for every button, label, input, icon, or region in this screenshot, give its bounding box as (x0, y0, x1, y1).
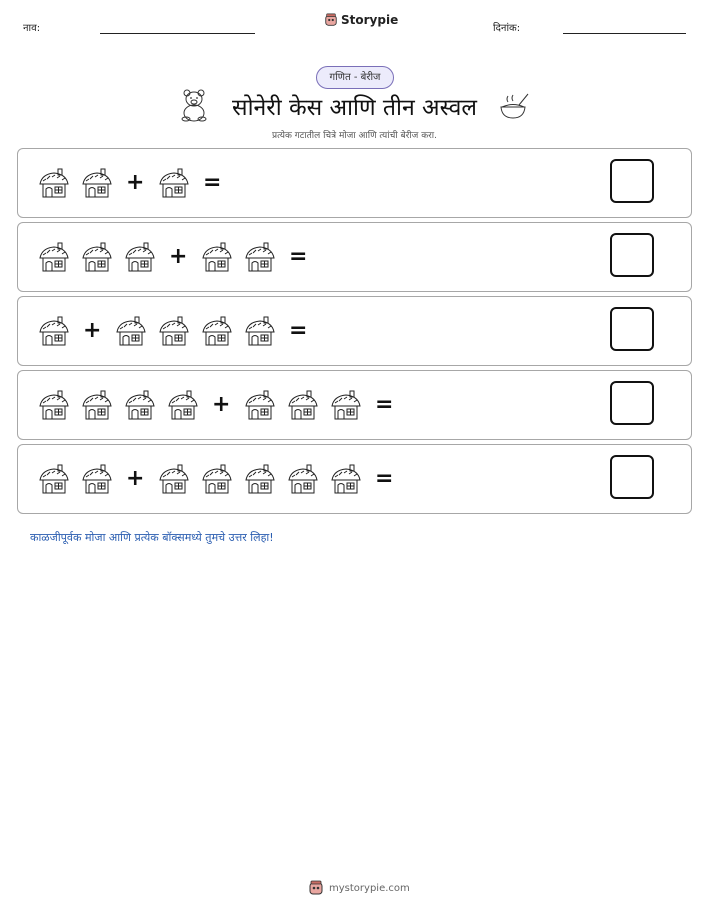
storypie-logo-icon (324, 13, 338, 27)
porridge-bowl-icon (498, 90, 530, 122)
storypie-logo-icon (308, 880, 324, 896)
equals-sign: = (203, 170, 222, 195)
equals-sign: = (289, 244, 308, 269)
plus-sign: + (169, 244, 188, 269)
date-label: दिनांक: (493, 23, 521, 34)
house-icon (330, 463, 362, 495)
house-icon (124, 241, 156, 273)
answer-box[interactable] (610, 159, 654, 203)
house-icon (244, 389, 276, 421)
problem-row-1 (17, 148, 692, 218)
house-icon (158, 315, 190, 347)
house-icon (244, 241, 276, 273)
date-input-line[interactable] (563, 33, 686, 34)
equals-sign: = (375, 466, 394, 491)
house-icon (287, 389, 319, 421)
plus-sign: + (83, 318, 102, 343)
equals-sign: = (375, 392, 394, 417)
plus-sign: + (126, 466, 145, 491)
answer-box[interactable] (610, 455, 654, 499)
house-icon (38, 241, 70, 273)
house-icon (81, 463, 113, 495)
instructions-subtitle: प्रत्येक गटातील चित्रे मोजा आणि त्यांची बेरीज करा. (272, 131, 437, 141)
house-icon (38, 167, 70, 199)
answer-box[interactable] (610, 381, 654, 425)
house-icon (38, 315, 70, 347)
house-icon (330, 389, 362, 421)
name-label: नाव: (23, 23, 41, 34)
house-icon (38, 389, 70, 421)
plus-sign: + (212, 392, 231, 417)
house-icon (115, 315, 147, 347)
house-icon (201, 315, 233, 347)
page-title: सोनेरी केस आणि तीन अस्वल (232, 95, 477, 121)
problem-row-3 (17, 296, 692, 366)
house-icon (124, 389, 156, 421)
footer (308, 880, 410, 896)
name-input-line[interactable] (100, 33, 255, 34)
house-icon (81, 389, 113, 421)
closing-instruction: काळजीपूर्वक मोजा आणि प्रत्येक बॉक्समध्ये तुमचे उत्तर लिहा! (30, 531, 274, 544)
house-icon (158, 463, 190, 495)
house-icon (167, 389, 199, 421)
problem-row-5 (17, 444, 692, 514)
plus-sign: + (126, 170, 145, 195)
house-icon (38, 463, 70, 495)
house-icon (201, 463, 233, 495)
house-icon (244, 463, 276, 495)
brand-name: Storypie (341, 13, 399, 27)
house-icon (201, 241, 233, 273)
brand-logo (324, 13, 398, 27)
house-icon (81, 241, 113, 273)
house-icon (287, 463, 319, 495)
problem-row-2 (17, 222, 692, 292)
house-icon (244, 315, 276, 347)
house-icon (81, 167, 113, 199)
answer-box[interactable] (610, 307, 654, 351)
equals-sign: = (289, 318, 308, 343)
footer-url: mystorypie.com (329, 882, 410, 894)
house-icon (158, 167, 190, 199)
subject-badge: गणित - बेरीज (316, 66, 394, 89)
problem-row-4 (17, 370, 692, 440)
answer-box[interactable] (610, 233, 654, 277)
